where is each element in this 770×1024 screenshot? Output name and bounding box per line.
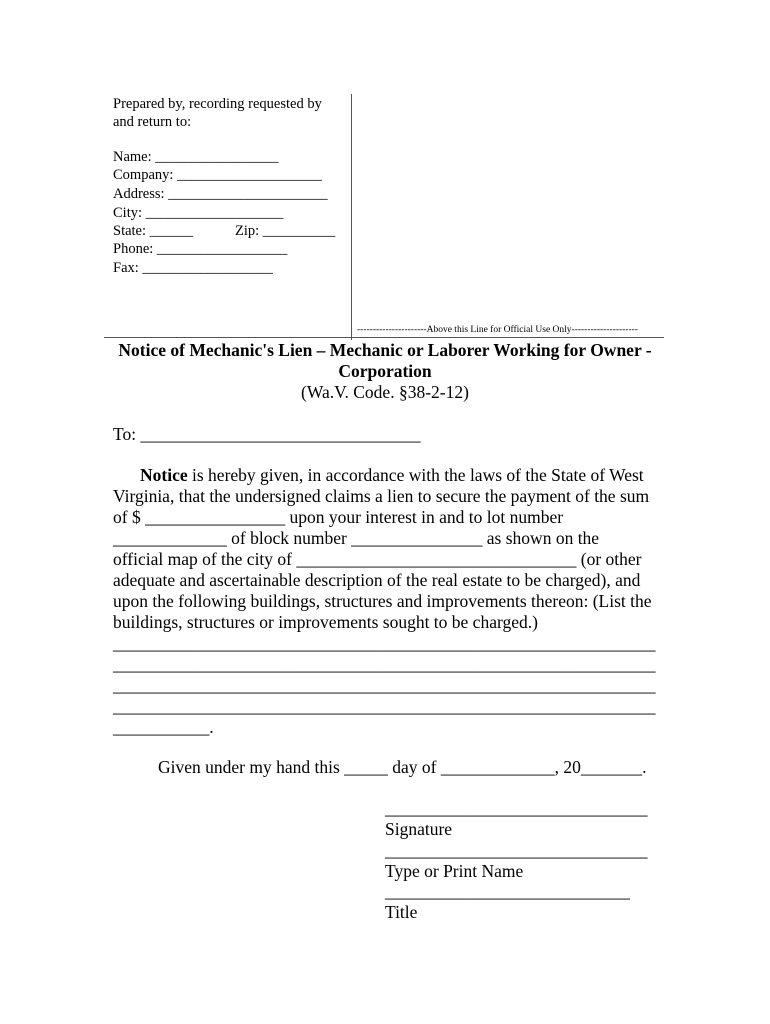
body-line2: Virginia, that the undersigned claims a lien to secure the payment of the sum — [113, 486, 650, 506]
signature-label: Signature — [385, 819, 453, 839]
body-line6: adequate and ascertainable description of the real estate to be charged), and — [113, 570, 641, 590]
body-line4[interactable]: _____________ of block number _______________ as shown on the — [113, 528, 600, 548]
body-line7: upon the following buildings, structures and improvements thereon: (List the — [113, 591, 652, 611]
notice-bold-word: Notice — [140, 465, 188, 485]
phone-field[interactable]: Phone: __________________ — [113, 241, 288, 257]
zip-field[interactable]: Zip: __________ — [235, 223, 336, 239]
company-field[interactable]: Company: ____________________ — [113, 167, 323, 183]
fax-field[interactable]: Fax: __________________ — [113, 260, 273, 276]
to-field[interactable]: To: ________________________________ — [113, 424, 421, 444]
address-field[interactable]: Address: ______________________ — [113, 186, 328, 202]
document-title-line2: Corporation — [338, 361, 432, 381]
body-line1-rest: is hereby given, in accordance with the laws of the State of West — [187, 465, 644, 485]
given-under-hand-line[interactable]: Given under my hand this _____ day of _____________, 20_______. — [158, 757, 647, 777]
prepared-by-line1: Prepared by, recording requested by — [113, 96, 322, 112]
body-line8: buildings, structures or improvements sought to be charged.) — [113, 612, 538, 632]
header-divider-vertical — [351, 94, 352, 340]
city-field[interactable]: City: ___________________ — [113, 205, 284, 221]
header-divider-horizontal — [104, 337, 664, 338]
document-title-line1: Notice of Mechanic's Lien – Mechanic or Laborer Working for Owner - — [118, 340, 652, 360]
title-label: Title — [385, 902, 418, 922]
state-field[interactable]: State: ______ — [113, 223, 194, 239]
body-line1 — [140, 465, 644, 486]
improvements-blank-5[interactable]: ___________. — [113, 717, 214, 737]
improvements-blank-4[interactable]: ______________________________________________________________ — [113, 696, 656, 716]
improvements-blank-3[interactable]: ______________________________________________________________ — [113, 675, 656, 695]
body-line5[interactable]: official map of the city of ________________________________ (or other — [113, 549, 642, 569]
name-field[interactable]: Name: _________________ — [113, 149, 279, 165]
improvements-blank-1[interactable]: ______________________________________________________________ — [113, 633, 656, 653]
statute-citation: (Wa.V. Code. §38-2-12) — [301, 382, 469, 402]
body-line3[interactable]: of $ ________________ upon your interest in and to lot number — [113, 507, 564, 527]
improvements-blank-2[interactable]: ______________________________________________________________ — [113, 654, 656, 674]
title-line[interactable]: ____________________________ — [385, 881, 630, 901]
prepared-by-line2: and return to: — [113, 114, 192, 130]
official-use-note: ----------------------Above this Line for Official Use Only--------------------- — [357, 325, 638, 335]
print-name-line[interactable]: ______________________________ — [385, 840, 648, 860]
print-name-label: Type or Print Name — [385, 861, 524, 881]
signature-line[interactable]: ______________________________ — [385, 798, 648, 818]
